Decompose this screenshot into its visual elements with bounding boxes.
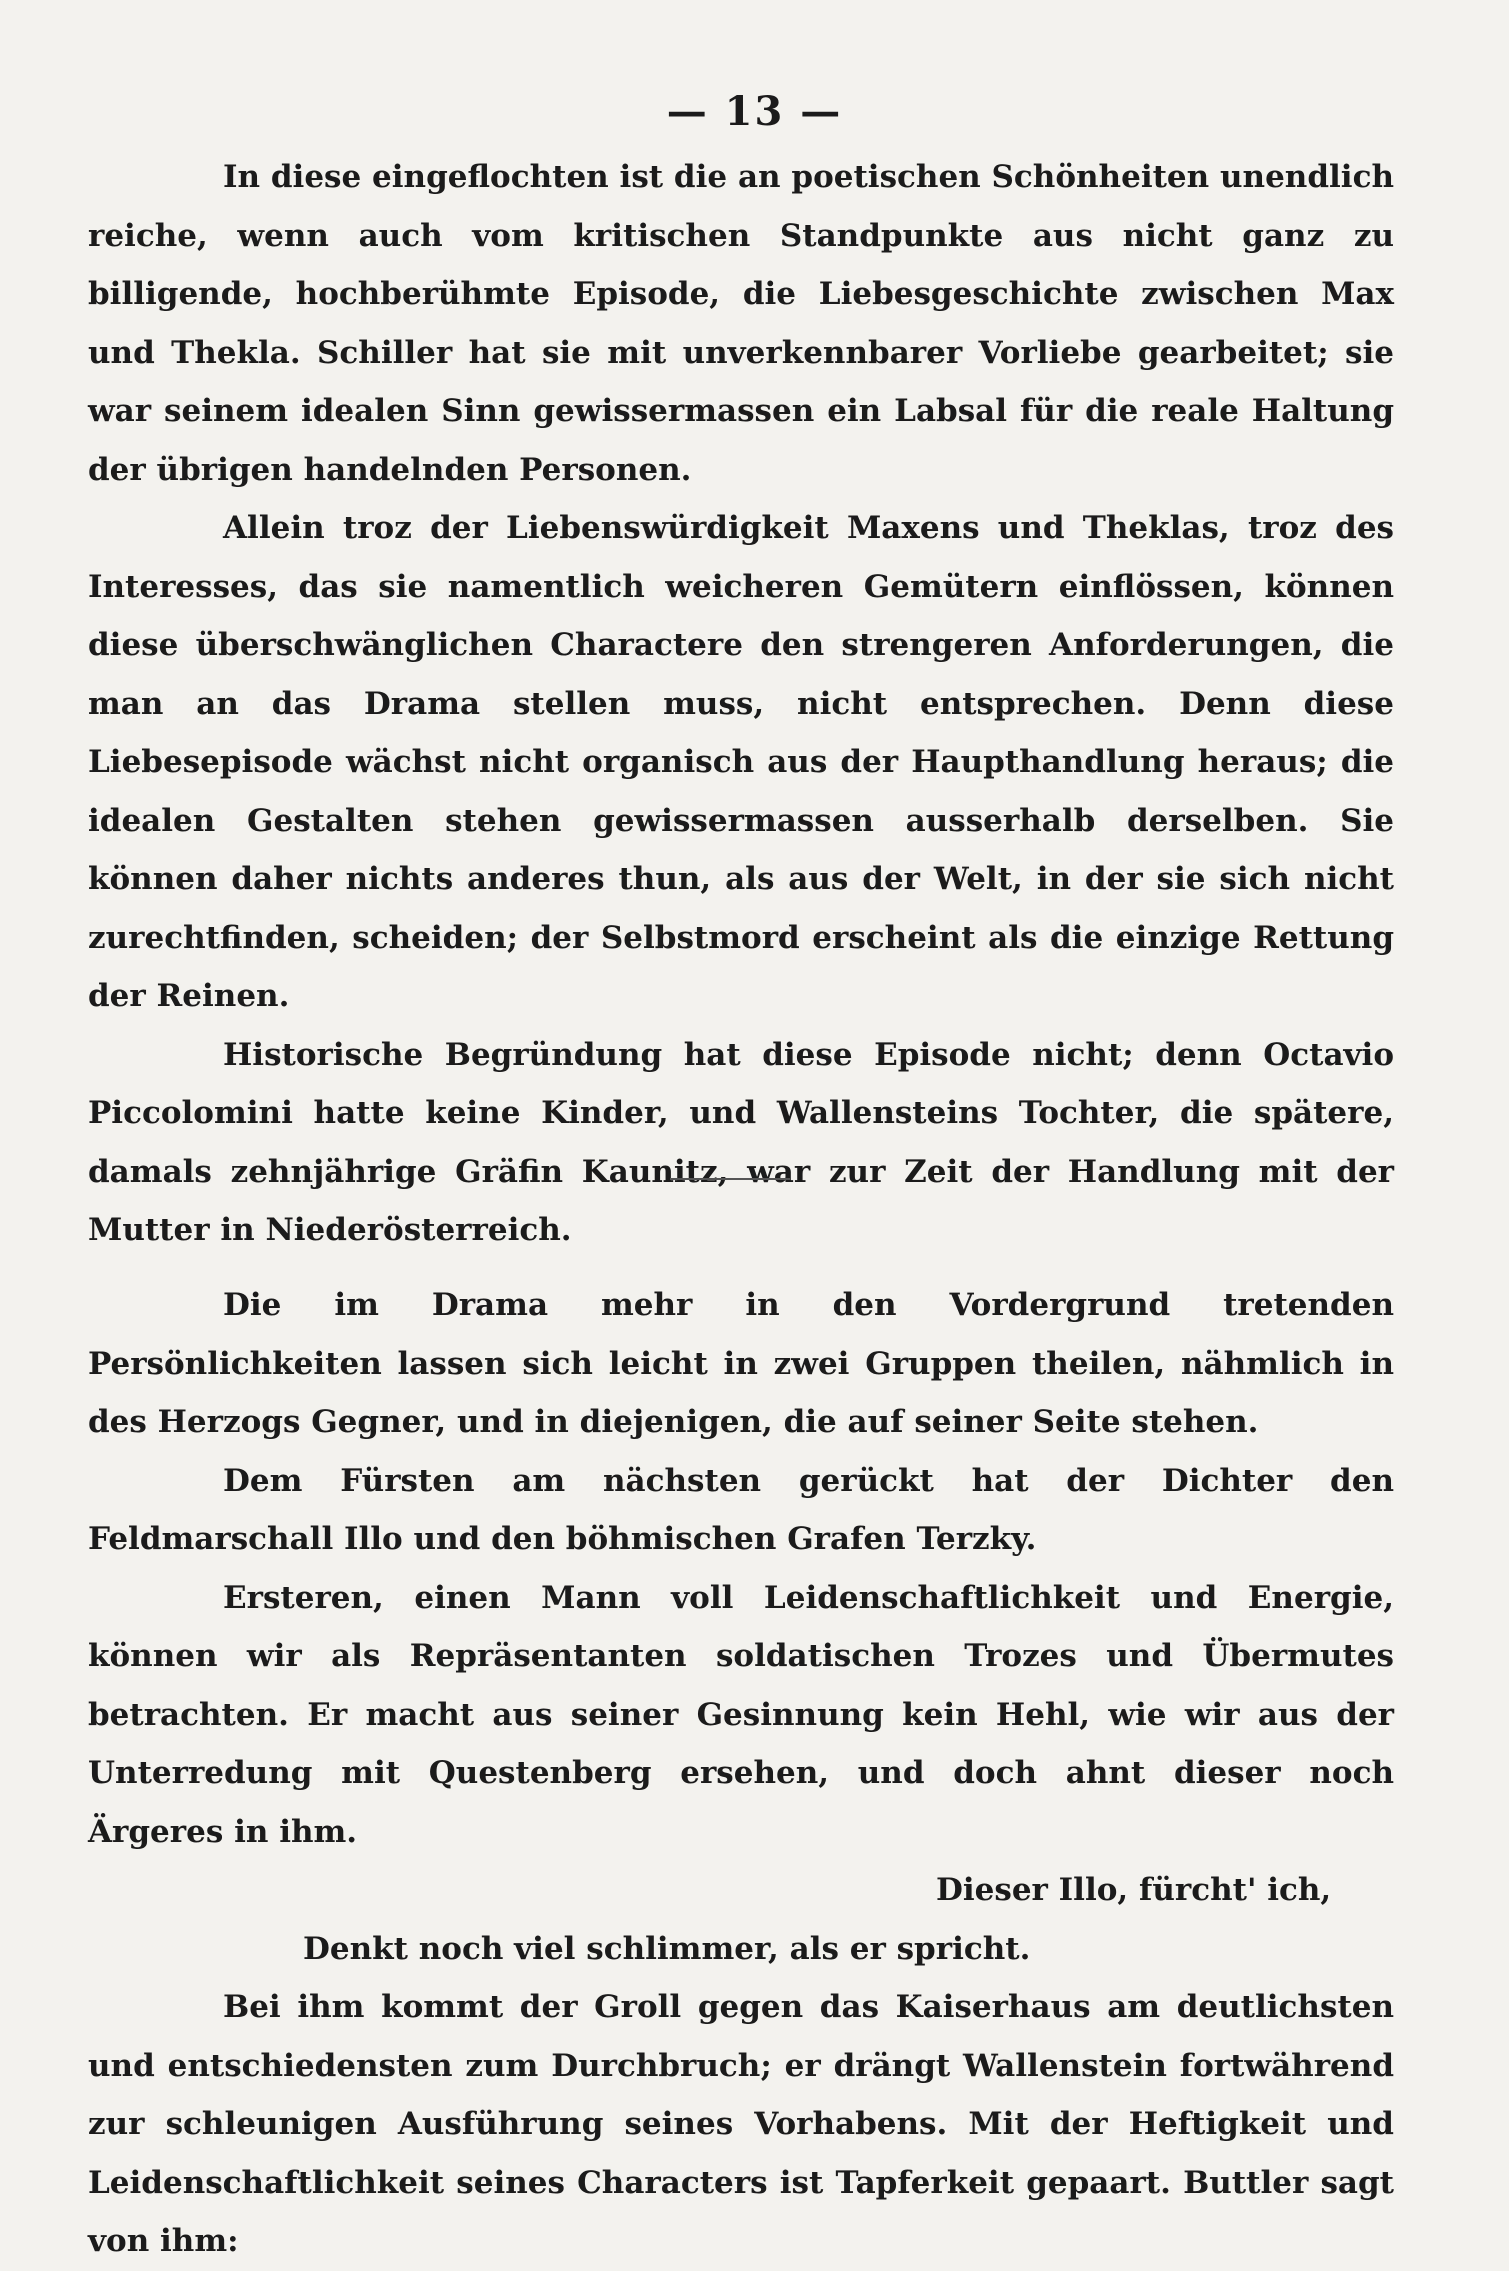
section-divider xyxy=(670,1178,790,1180)
paragraph-episode-intro: In diese eingeflochten ist die an poetischen Schönheiten unendlich reiche, wenn auch vom kritischen Standpunkte aus nicht ganz zu billigende, hochberühmte Episode, die Liebesgeschichte zwischen Max und Thekla. Schiller hat sie mit unverkennbarer Vorliebe gearbeitet; sie war seinem idealen Sinn gewissermassen ein Labsal für die reale Haltung der übrigen handelnden Personen. xyxy=(88,159,1394,488)
paragraph-illo-terzky: Dem Fürsten am nächsten gerückt hat der Dichter den Feldmarschall Illo und den böhmischen Grafen Terzky. xyxy=(88,1462,1394,1557)
paragraph-episode-history: Historische Begründung hat diese Episode nicht; denn Octavio Piccolomini hatte keine Kinder, und Wallensteins Tochter, die spätere, damals zehnjährige Gräfin Kaunitz, war zur Zeit der Handlung mit der Mutter in Niederösterreich. xyxy=(88,1036,1394,1248)
quote-line-2: Denkt noch viel schlimmer, als er spricht. xyxy=(303,1930,1031,1967)
page-number: — 13 — xyxy=(666,88,843,135)
paragraph-episode-critique: Allein troz der Liebenswürdigkeit Maxens und Theklas, troz des Interesses, das sie namentlich weicheren Gemütern einflössen, können diese überschwänglichen Charactere den strengeren Anforderungen, die man an das Drama stellen muss, nicht entsprechen. Denn diese Liebesepisode wächst nicht organisch aus der Haupthandlung heraus; die idealen Gestalten stehen gewissermassen ausserhalb derselben. Sie können daher nichts anderes thun, als aus der Welt, in der sie sich nicht zurechtfinden, scheiden; der Selbstmord erscheint als die einzige Rettung der Reinen. xyxy=(88,510,1394,1014)
text-section-characters xyxy=(88,1276,1394,2271)
paragraph-illo-character: Ersteren, einen Mann voll Leidenschaftlichkeit und Energie, können wir als Repräsentanten soldatischen Trozes und Übermutes betrachten. Er macht aus seiner Gesinnung kein Hehl, wie wir aus der Unterredung mit Questenberg ersehen, und doch ahnt dieser noch Ärgeres in ihm. xyxy=(88,1579,1394,1850)
quote-line-1: Dieser Illo, fürcht' ich, xyxy=(936,1872,1332,1908)
paragraph-groups: Die im Drama mehr in den Vordergrund tretenden Persönlichkeiten lassen sich leicht in zwei Gruppen theilen, nähmlich in des Herzogs Gegner, und in diejenigen, die auf seiner Seite stehen. xyxy=(88,1287,1394,1440)
paragraph-illo-groll: Bei ihm kommt der Groll gegen das Kaiserhaus am deutlichsten und entschiedensten zum Durchbruch; er drängt Wallenstein fortwährend zur schleunigen Ausführung seines Vorhabens. Mit der Heftigkeit und Leidenschaftlichkeit seines Characters ist Tapferkeit gepaart. Buttler sagt von ihm: xyxy=(88,1989,1394,2259)
text-section-episode xyxy=(88,148,1394,1260)
